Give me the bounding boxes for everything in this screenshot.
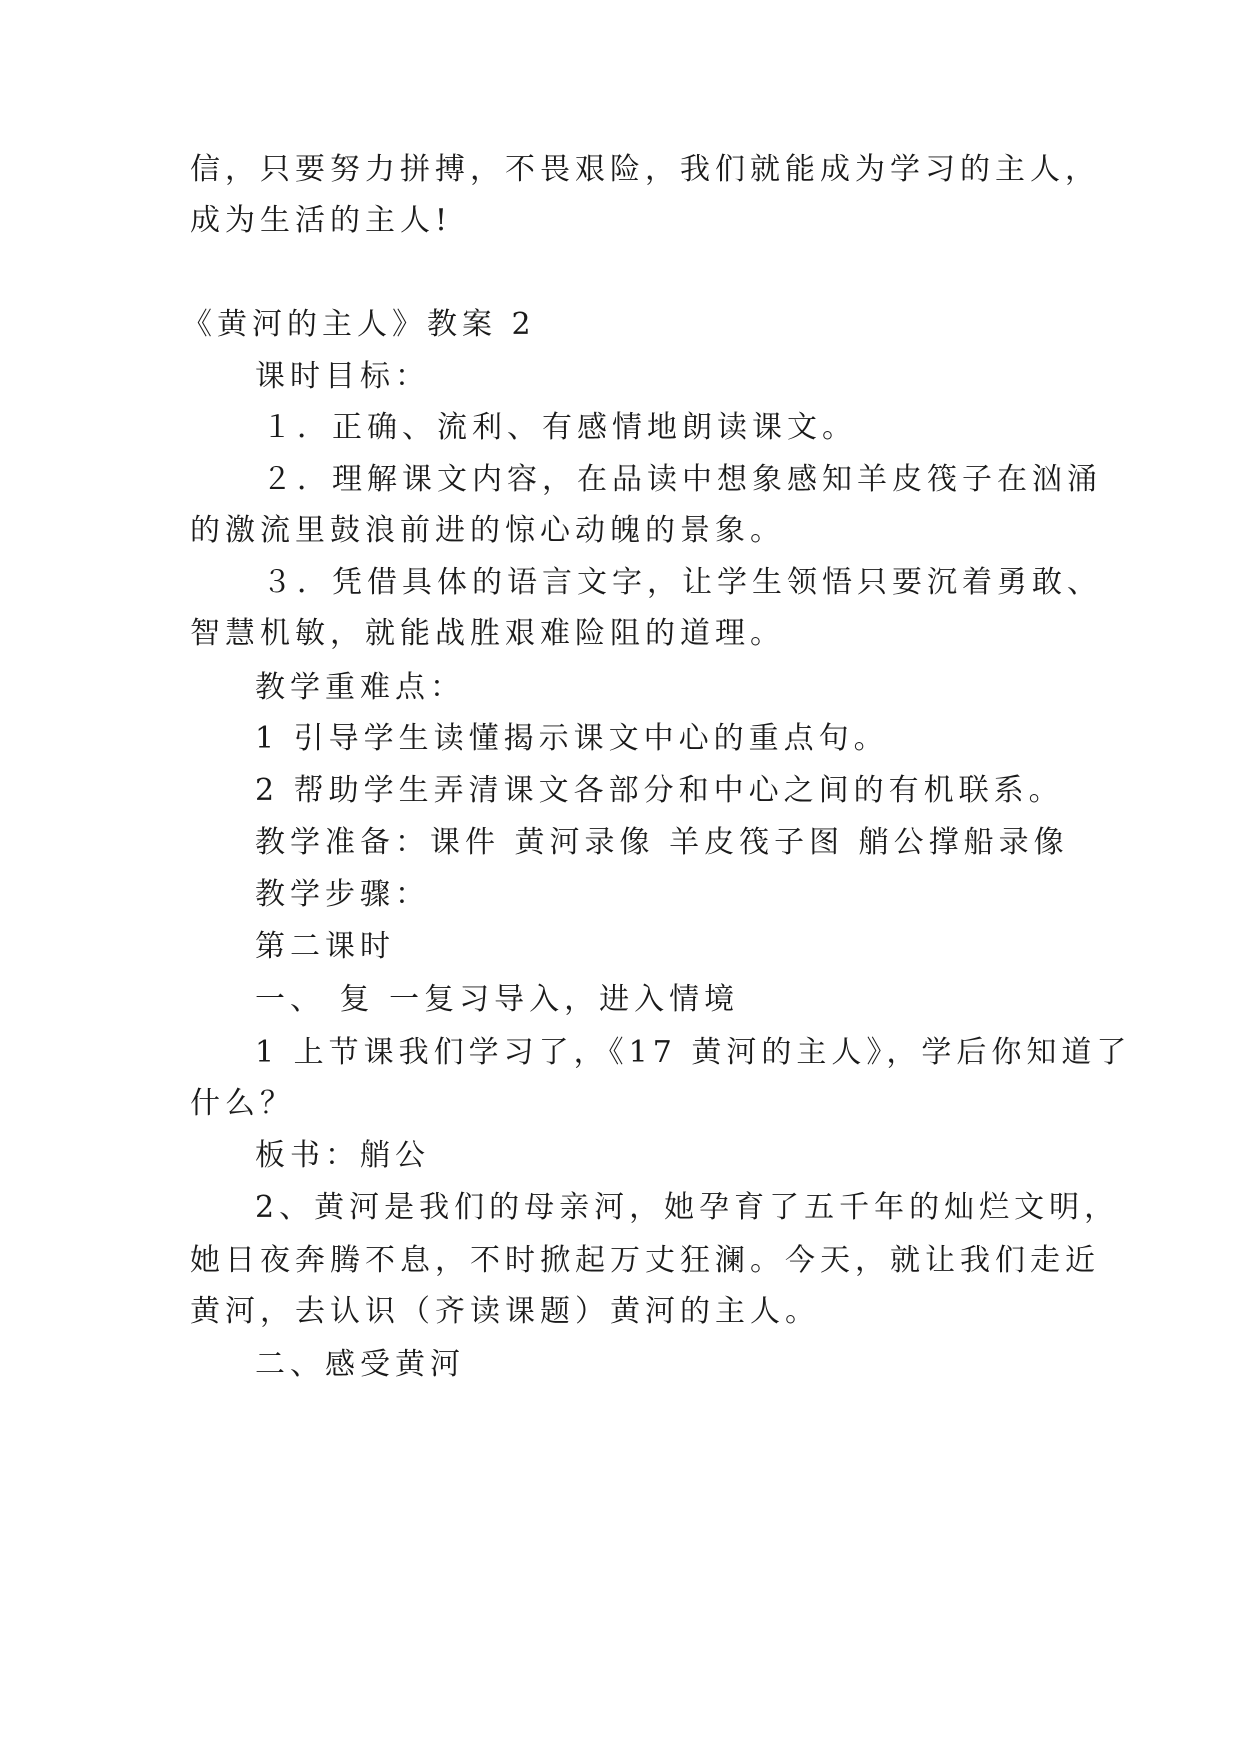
- intro-line-2: 成为生活的主人!: [190, 203, 453, 238]
- lesson-label: 第二课时: [255, 929, 395, 964]
- intro-line-1: 信，只要努力拼搏，不畏艰险，我们就能成为学习的主人，: [190, 152, 1100, 187]
- objective-2: ２．理解课文内容，在品读中想象感知羊皮筏子在汹涌: [262, 462, 1102, 497]
- objective-2-cont: 的激流里鼓浪前进的惊心动魄的景象。: [190, 513, 785, 548]
- steps-label: 教学步骤：: [255, 877, 430, 912]
- blackboard-note: 板书：艄公: [255, 1138, 430, 1173]
- key-point-1: 1 引导学生读懂揭示课文中心的重点句。: [255, 721, 889, 756]
- part-one-line-5: 她日夜奔腾不息，不时掀起万丈狂澜。今天，就让我们走近: [190, 1243, 1100, 1278]
- key-points-label: 教学重难点：: [255, 670, 465, 705]
- objectives-label: 课时目标：: [255, 359, 430, 394]
- part-one-title: 一、 复 一复习导入，进入情境: [255, 982, 740, 1017]
- part-one-line-1: 1 上节课我们学习了，《17 黄河的主人》，学后你知道了: [255, 1035, 1132, 1070]
- part-two-title: 二、感受黄河: [255, 1347, 465, 1382]
- part-one-line-2: 什么？: [190, 1086, 295, 1121]
- section-title: 《黄河的主人》教案 2: [182, 307, 536, 342]
- objective-3-cont: 智慧机敏，就能战胜艰难险阻的道理。: [190, 616, 785, 651]
- objective-1: １．正确、流利、有感情地朗读课文。: [262, 410, 857, 445]
- part-one-line-6: 黄河，去认识（齐读课题）黄河的主人。: [190, 1294, 820, 1329]
- part-one-line-4: 2、黄河是我们的母亲河，她孕育了五千年的灿烂文明，: [255, 1190, 1120, 1225]
- objective-3: ３．凭借具体的语言文字，让学生领悟只要沉着勇敢、: [262, 565, 1102, 600]
- teaching-preparation: 教学准备：课件 黄河录像 羊皮筏子图 艄公撑船录像: [255, 825, 1069, 860]
- key-point-2: 2 帮助学生弄清课文各部分和中心之间的有机联系。: [255, 773, 1064, 808]
